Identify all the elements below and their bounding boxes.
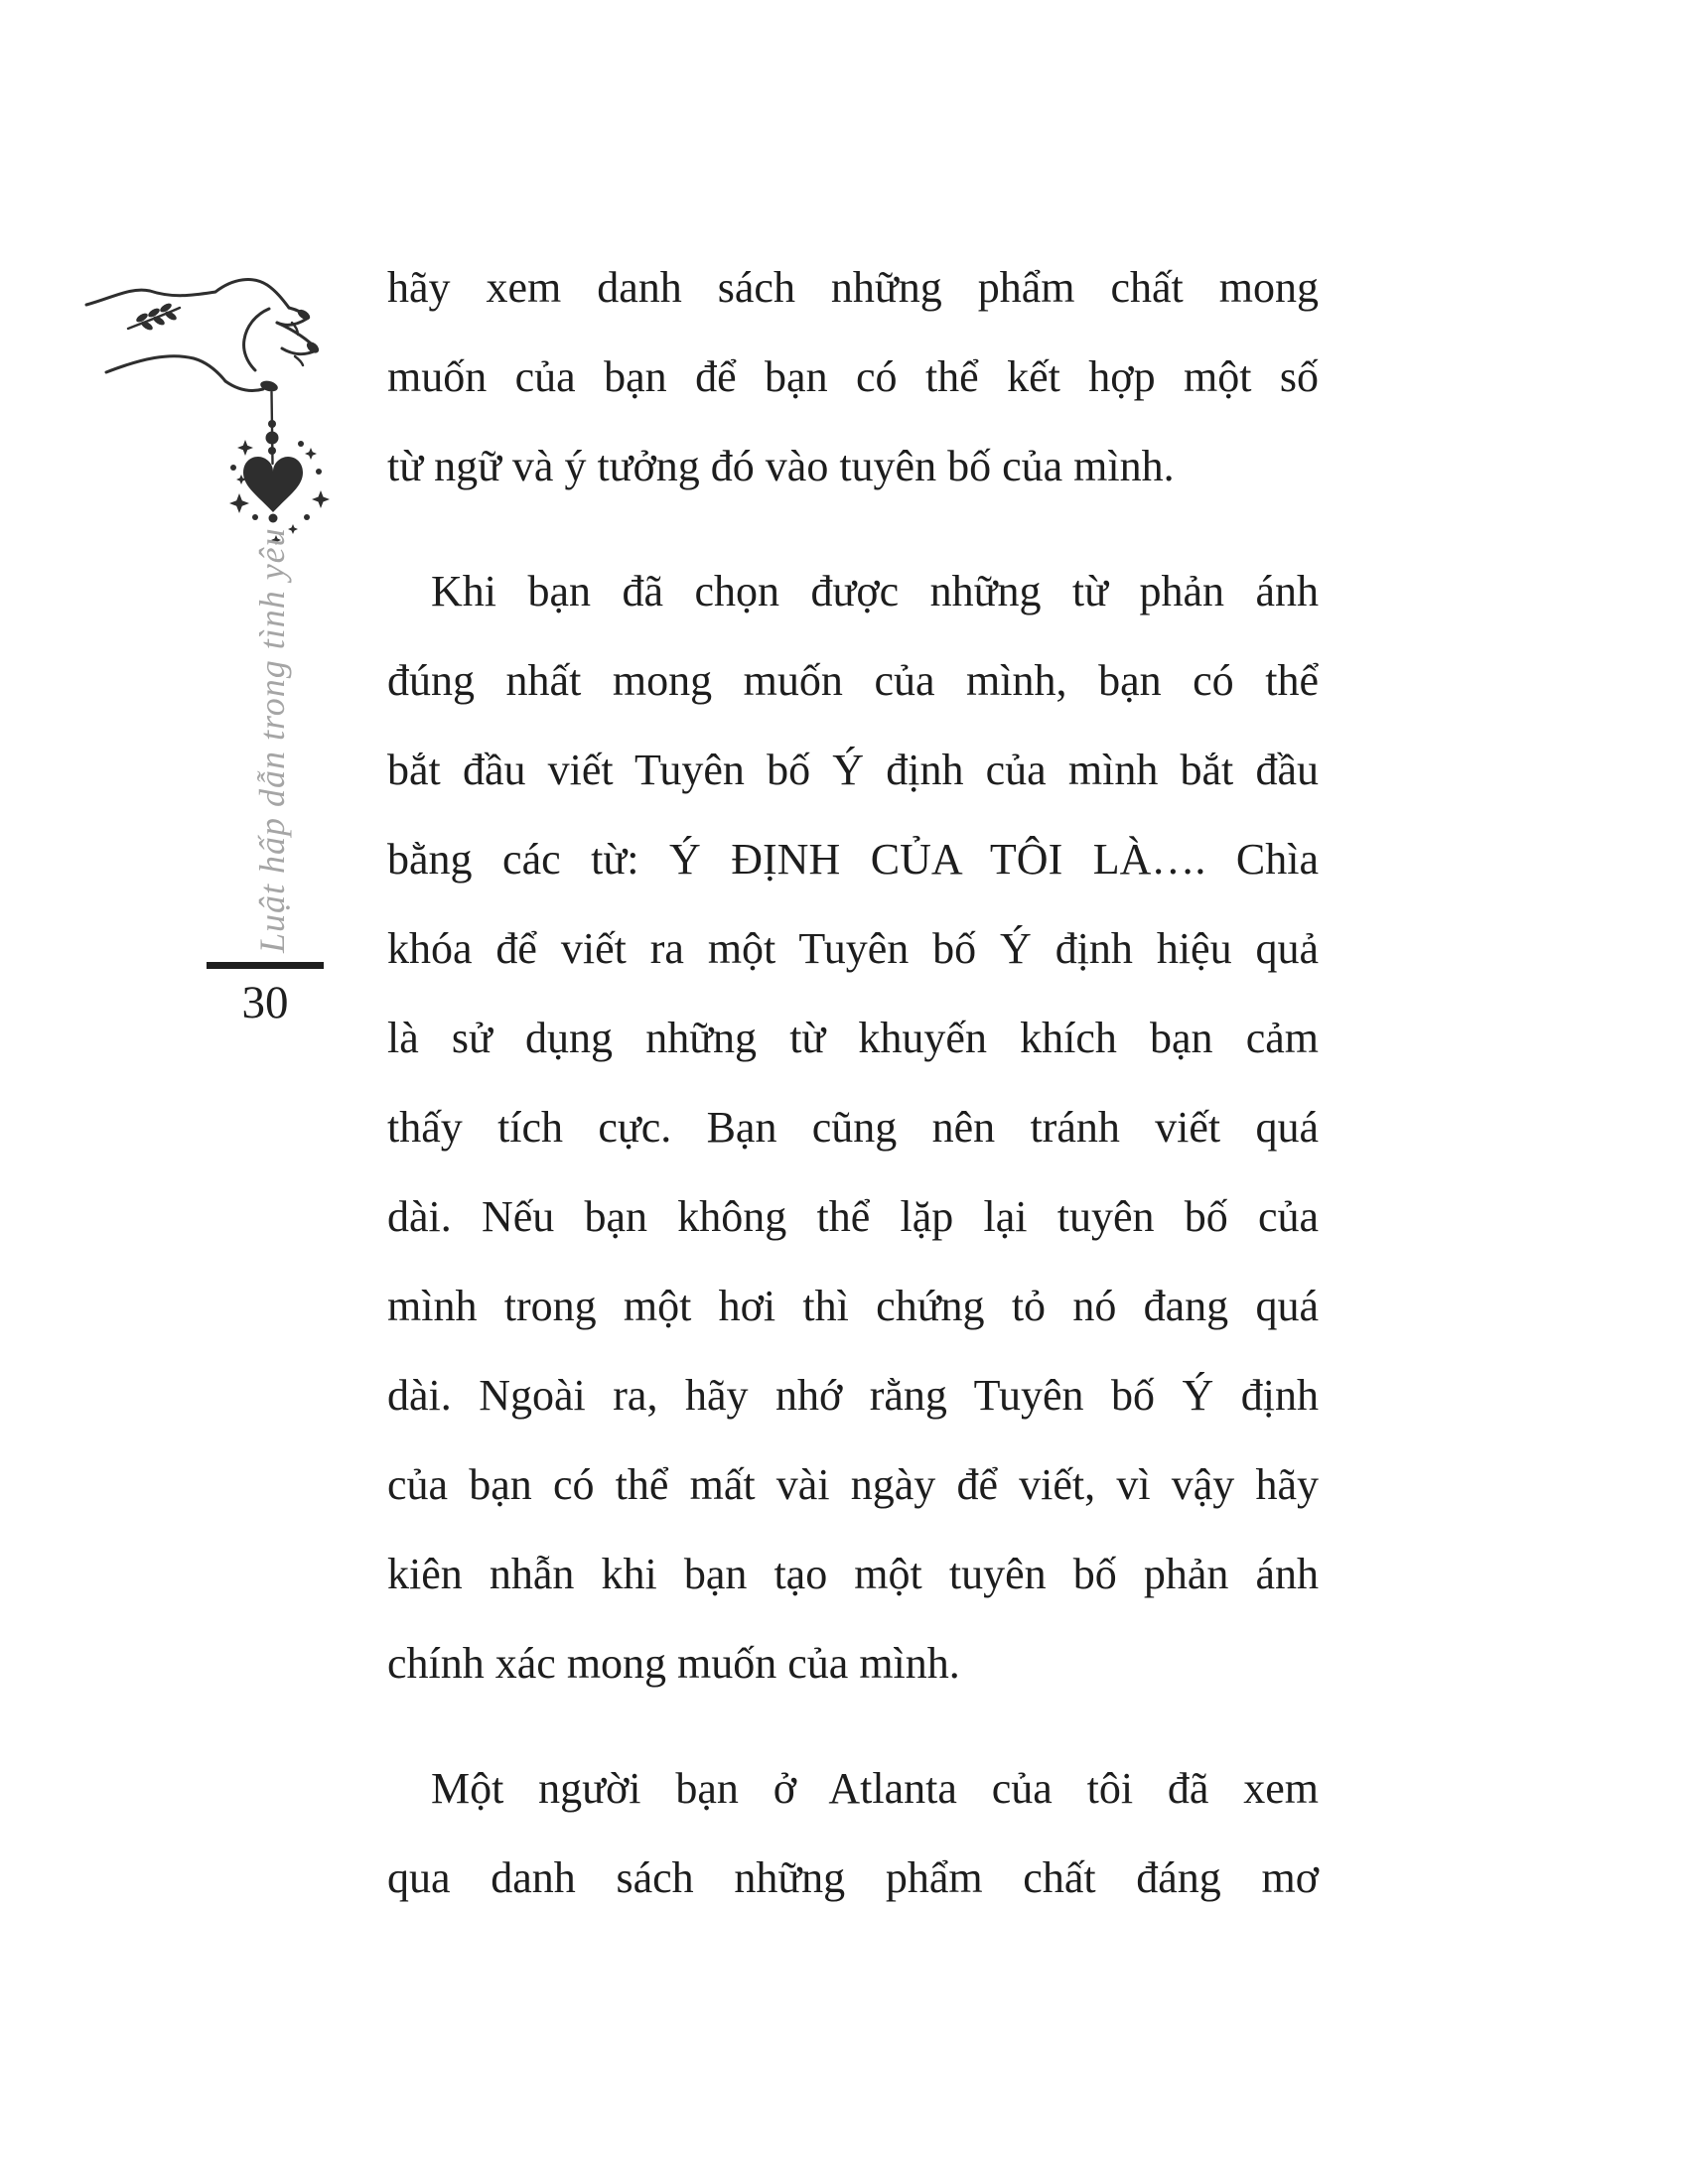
text-line: qua danh sách những phẩm chất đáng mơ [387,1853,1319,1902]
paragraph [387,547,1319,1708]
paragraph [387,1744,1319,1923]
heart-icon [243,457,303,523]
text-line: Khi bạn đã chọn được những từ phản ánh [431,567,1319,615]
text-line: kiên nhẫn khi bạn tạo một tuyên bố phản ánh [387,1550,1319,1598]
text-line: hãy xem danh sách những phẩm chất mong [387,263,1319,312]
pendant-string [266,392,279,464]
text-line: dài. Nếu bạn không thể lặp lại tuyên bố của [387,1192,1319,1241]
text-line: của bạn có thể mất vài ngày để viết, vì vậy hãy [387,1460,1319,1509]
text-line: từ ngữ và ý tưởng đó vào tuyên bố của mình. [387,442,1175,490]
text-line: thấy tích cực. Bạn cũng nên tránh viết quá [387,1103,1319,1152]
text-line: muốn của bạn để bạn có thể kết hợp một số [387,352,1319,401]
hand-holding-heart-pendant-illustration [84,253,333,561]
text-line: mình trong một hơi thì chứng tỏ nó đang quá [387,1282,1319,1330]
text-line: bằng các từ: Ý ĐỊNH CỦA TÔI LÀ…. Chìa [387,835,1319,884]
text-line: là sử dụng những từ khuyến khích bạn cảm [387,1014,1319,1062]
text-line: bắt đầu viết Tuyên bố Ý định của mình bắt đầu [387,746,1319,794]
leaf-sprig-tattoo [128,302,180,332]
text-line: dài. Ngoài ra, hãy nhớ rằng Tuyên bố Ý định [387,1371,1319,1420]
paragraph [387,243,1319,511]
sidebar-divider [207,962,324,969]
page-number: 30 [241,977,289,1028]
hand-drawing [86,280,321,394]
text-line: chính xác mong muốn của mình. [387,1639,960,1688]
text-line: Một người bạn ở Atlanta của tôi đã xem [431,1764,1319,1813]
side-title: Luật hấp dẫn trong tình yêu [252,527,292,953]
text-line: khóa để viết ra một Tuyên bố Ý định hiệu quả [387,924,1319,973]
text-line: đúng nhất mong muốn của mình, bạn có thể [387,656,1319,705]
body-text [387,243,1319,1923]
